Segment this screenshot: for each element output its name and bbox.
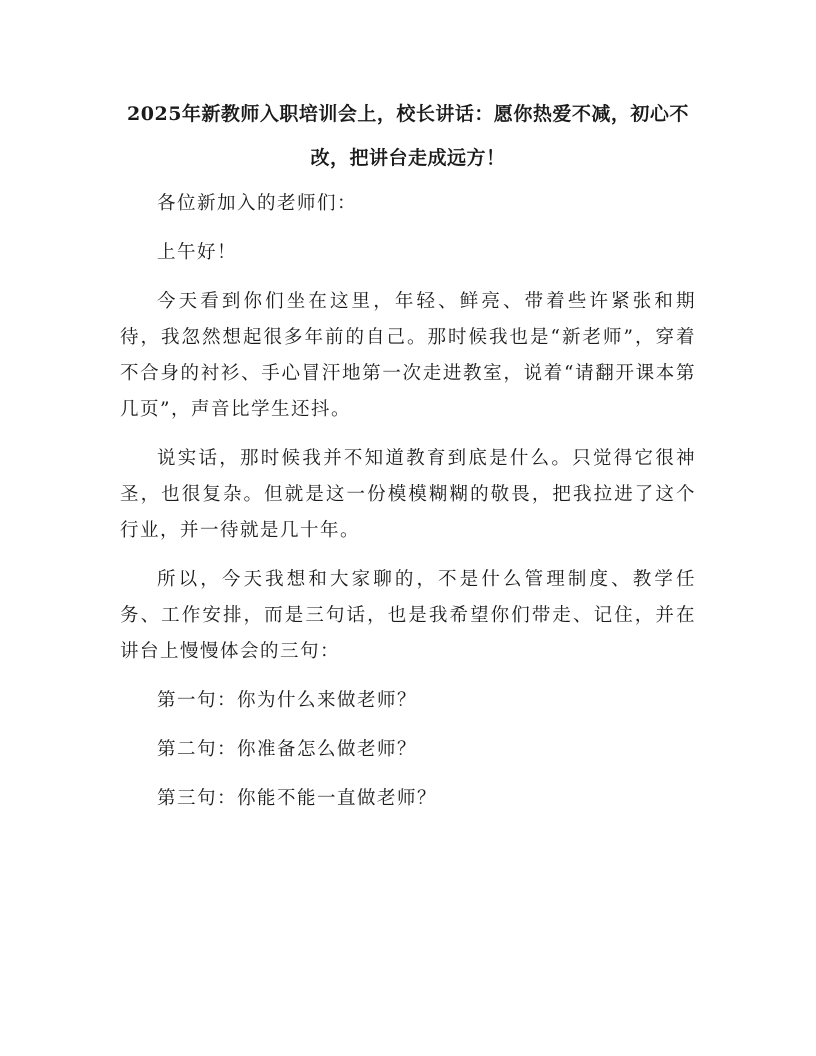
document-title: 2025年新教师入职培训会上，校长讲话：愿你热爱不减，初心不改，把讲台走成远方！ [127, 103, 689, 169]
question-two-paragraph: 第二句：你准备怎么做老师？ [157, 739, 418, 760]
document-body [120, 186, 696, 830]
body-paragraph: 所以，今天我想和大家聊的，不是什么管理制度、教学任务、工作安排，而是三句话，也是我希望你们带走、记住，并在讲台上慢慢体会的三句： [120, 569, 696, 662]
body-paragraph: 今天看到你们坐在这里，年轻、鲜亮、带着些许紧张和期待，我忽然想起很多年前的自己。那时候我也是“新老师”，穿着不合身的衬衫、手心冒汗地第一次走进教室，说着“请翻开课本第几页”，声音比学生还抖。 [120, 291, 696, 420]
body-paragraph: 说实话，那时候我并不知道教育到底是什么。只觉得它很神圣，也很复杂。但就是这一份模模糊糊的敬畏，把我拉进了这个行业，并一待就是几十年。 [120, 448, 696, 541]
question-one-paragraph: 第一句：你为什么来做老师？ [157, 690, 418, 711]
question-three-paragraph: 第三句：你能不能一直做老师？ [157, 788, 438, 809]
greeting-paragraph: 各位新加入的老师们： [157, 193, 358, 214]
salutation-paragraph: 上午好！ [157, 242, 238, 263]
